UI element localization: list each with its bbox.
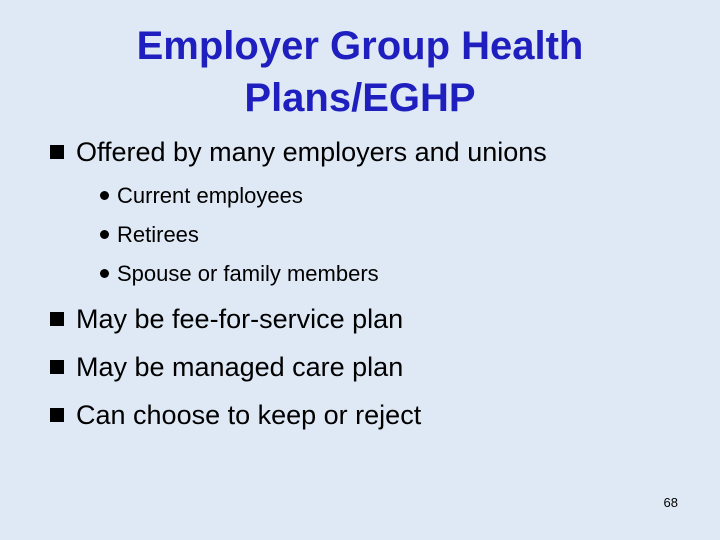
bullet-text: May be fee-for-service plan xyxy=(76,303,404,334)
bullet-item xyxy=(48,295,688,343)
sub-bullet-text: Spouse or family members xyxy=(117,260,379,286)
dot-bullet-icon xyxy=(100,191,109,200)
title-line-2: Plans/EGHP xyxy=(244,76,476,120)
sub-bullet-item xyxy=(48,176,688,215)
bullet-text: May be managed care plan xyxy=(76,351,404,382)
sub-bullet-text: Retirees xyxy=(117,221,199,247)
bullet-item xyxy=(48,343,688,391)
square-bullet-icon xyxy=(50,360,64,374)
dot-bullet-icon xyxy=(100,269,109,278)
sub-bullet-text: Current employees xyxy=(117,182,303,208)
title-line-1: Employer Group Health xyxy=(136,24,584,68)
bullet-list xyxy=(48,128,688,439)
dot-bullet-icon xyxy=(100,230,109,239)
sub-bullet-list xyxy=(48,176,688,293)
page-number: 68 xyxy=(663,495,678,510)
bullet-item xyxy=(48,391,688,439)
bullet-text: Can choose to keep or reject xyxy=(76,399,422,430)
square-bullet-icon xyxy=(50,145,64,159)
sub-bullet-item xyxy=(48,254,688,293)
sub-bullet-item xyxy=(48,215,688,254)
square-bullet-icon xyxy=(50,408,64,422)
slide-title xyxy=(40,20,680,124)
bullet-item xyxy=(48,128,688,176)
square-bullet-icon xyxy=(50,312,64,326)
bullet-text: Offered by many employers and unions xyxy=(76,136,547,167)
